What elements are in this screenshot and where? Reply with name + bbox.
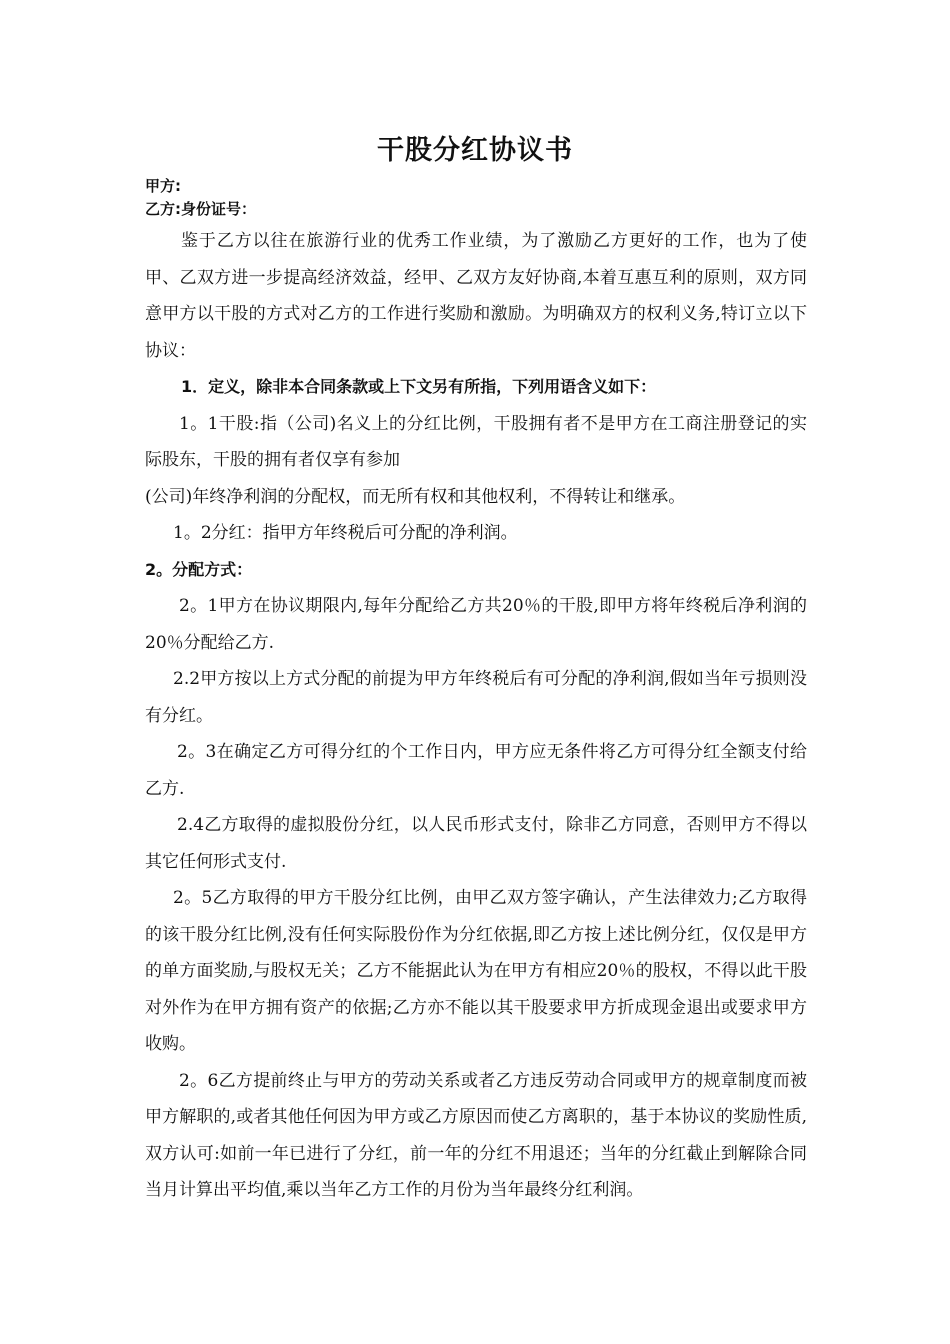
agreement-body	[145, 223, 807, 1209]
party-b-label: 乙方:身份证号：	[145, 200, 256, 218]
clause-2-4: 2.4乙方取得的虚拟股份分红，以人民币形式支付，除非乙方同意，否则甲方不得以其它任何形式支付.	[145, 815, 807, 872]
clause-1-1-continued: (公司)年终净利润的分配权，而无所有权和其他权利，不得转让和继承。	[145, 486, 686, 507]
party-a-label: 甲方:	[145, 177, 181, 195]
clause-1-2: 1。2分红：指甲方年终税后可分配的净利润。	[173, 523, 518, 543]
clause-2-1: 2。1甲方在协议期限内,每年分配给乙方共20％的干股,即甲方将年终税后净利润的20％分配给乙方.	[145, 596, 807, 653]
preamble-paragraph: 鉴于乙方以往在旅游行业的优秀工作业绩，为了激励乙方更好的工作，也为了使甲、乙双方进一步提高经济效益，经甲、乙双方友好协商,本着互惠互利的原则，双方同意甲方以干股的方式对乙方的工作进行奖励和激励。为明确双方的权利义务,特订立以下协议：	[145, 231, 807, 361]
clause-2-3: 2。3在确定乙方可得分红的个工作日内，甲方应无条件将乙方可得分红全额支付给乙方.	[145, 742, 807, 799]
clause-2-2: 2.2甲方按以上方式分配的前提为甲方年终税后有可分配的净利润,假如当年亏损则没有分红。	[145, 669, 807, 726]
section-1-heading: 1．定义，除非本合同条款或上下文另有所指，下列用语含义如下：	[181, 377, 657, 396]
section-2-heading: 2。分配方式：	[145, 559, 253, 579]
clause-2-5: 2。5乙方取得的甲方干股分红比例，由甲乙双方签字确认，产生法律效力;乙方取得的该干股分红比例,没有任何实际股份作为分红依据,即乙方按上述比例分红，仅仅是甲方的单方面奖励,与股权无关；乙方不能据此认为在甲方有相应20％的股权，不得以此干股对外作为在甲方拥有资产的依据;乙方亦不能以其干股要求甲方折成现金退出或要求甲方收购。	[145, 888, 807, 1054]
document-title: 干股分红协议书	[377, 135, 573, 166]
clause-1-1: 1。1干股:指（公司)名义上的分红比例，干股拥有者不是甲方在工商注册登记的实际股东，干股的拥有者仅享有参加	[145, 413, 807, 470]
clause-2-6: 2。6乙方提前终止与甲方的劳动关系或者乙方违反劳动合同或甲方的规章制度而被甲方解职的,或者其他任何因为甲方或乙方原因而使乙方离职的，基于本协议的奖励性质,双方认可:如前一年已进行了分红，前一年的分红不用退还；当年的分红截止到解除合同当月计算出平均值,乘以当年乙方工作的月份为当年最终分红利润。	[145, 1070, 807, 1200]
